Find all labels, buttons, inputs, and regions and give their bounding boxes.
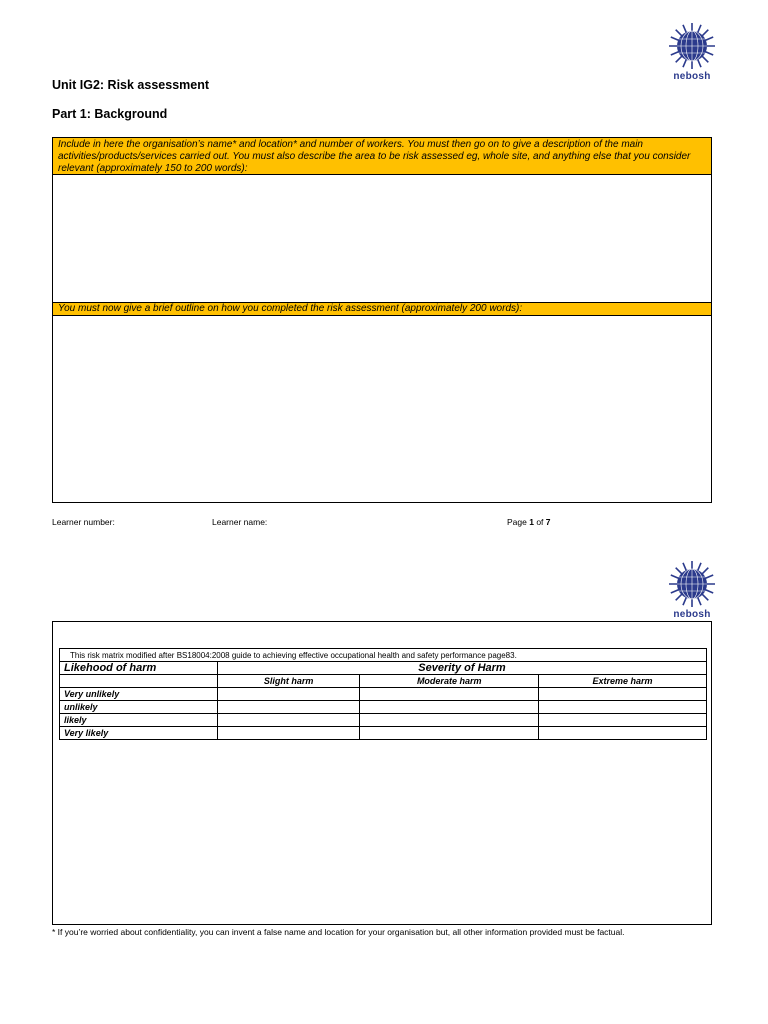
matrix-cell[interactable] bbox=[360, 688, 539, 701]
matrix-cell[interactable] bbox=[360, 701, 539, 714]
matrix-cell[interactable] bbox=[539, 701, 707, 714]
organisation-description-prompt: Include in here the organisation’s name* and location* and number of workers. You must then go on to give a description of the main activities/products/services carried out. You must also describe the area to be risk assessed eg, whole site, and anything else that you consider relevant (approximately 150 to 200 words): bbox=[53, 138, 711, 175]
matrix-row bbox=[60, 727, 707, 740]
matrix-cell[interactable] bbox=[360, 714, 539, 727]
matrix-cell[interactable] bbox=[218, 701, 360, 714]
page-total: 7 bbox=[545, 517, 551, 527]
background-form-box bbox=[52, 137, 712, 503]
confidentiality-footnote: * If you’re worried about confidentiality, you can invent a false name and location for your organisation but, all other information provided must be factual. bbox=[52, 927, 625, 937]
row-unlikely: unlikely bbox=[60, 701, 218, 714]
row-very-unlikely: Very unlikely bbox=[60, 688, 218, 701]
risk-assessment-outline-prompt: You must now give a brief outline on how you completed the risk assessment (approximately 200 words): bbox=[53, 302, 711, 316]
matrix-cell[interactable] bbox=[539, 688, 707, 701]
matrix-row bbox=[60, 688, 707, 701]
page-prefix: Page bbox=[507, 517, 530, 527]
matrix-cell[interactable] bbox=[539, 714, 707, 727]
column-slight-harm: Slight harm bbox=[218, 675, 360, 688]
matrix-header-row bbox=[60, 662, 707, 675]
matrix-cell[interactable] bbox=[539, 727, 707, 740]
matrix-note-row bbox=[60, 649, 707, 662]
globe-logo-icon bbox=[668, 560, 716, 608]
matrix-row bbox=[60, 701, 707, 714]
logo-text: nebosh bbox=[673, 609, 711, 620]
risk-matrix-box bbox=[52, 621, 712, 925]
nebosh-logo bbox=[664, 22, 720, 82]
learner-number-label: Learner number: bbox=[52, 517, 115, 527]
organisation-description-answer[interactable] bbox=[53, 175, 711, 302]
globe-logo-icon bbox=[668, 22, 716, 70]
matrix-cell[interactable] bbox=[218, 714, 360, 727]
likelihood-header: Likehood of harm bbox=[60, 662, 218, 675]
matrix-cell[interactable] bbox=[360, 727, 539, 740]
row-very-likely: Very likely bbox=[60, 727, 218, 740]
matrix-row bbox=[60, 714, 707, 727]
risk-matrix-table bbox=[59, 648, 707, 740]
matrix-column-row bbox=[60, 675, 707, 688]
nebosh-logo-page2 bbox=[664, 560, 720, 622]
logo-text: nebosh bbox=[673, 71, 711, 82]
matrix-cell[interactable] bbox=[218, 727, 360, 740]
row-likely: likely bbox=[60, 714, 218, 727]
matrix-cell[interactable] bbox=[218, 688, 360, 701]
matrix-note: This risk matrix modified after BS18004:2008 guide to achieving effective occupational health and safety performance page83. bbox=[60, 649, 707, 662]
risk-assessment-outline-answer[interactable] bbox=[53, 316, 711, 502]
column-extreme-harm: Extreme harm bbox=[539, 675, 707, 688]
empty-cell bbox=[60, 675, 218, 688]
unit-title: Unit IG2: Risk assessment bbox=[52, 78, 210, 92]
page-of: of bbox=[533, 517, 546, 527]
page-current: 1 bbox=[529, 517, 534, 527]
part-title: Part 1: Background bbox=[52, 107, 168, 121]
page-number bbox=[507, 517, 551, 527]
learner-name-label: Learner name: bbox=[212, 517, 268, 527]
column-moderate-harm: Moderate harm bbox=[360, 675, 539, 688]
severity-header: Severity of Harm bbox=[218, 662, 707, 675]
